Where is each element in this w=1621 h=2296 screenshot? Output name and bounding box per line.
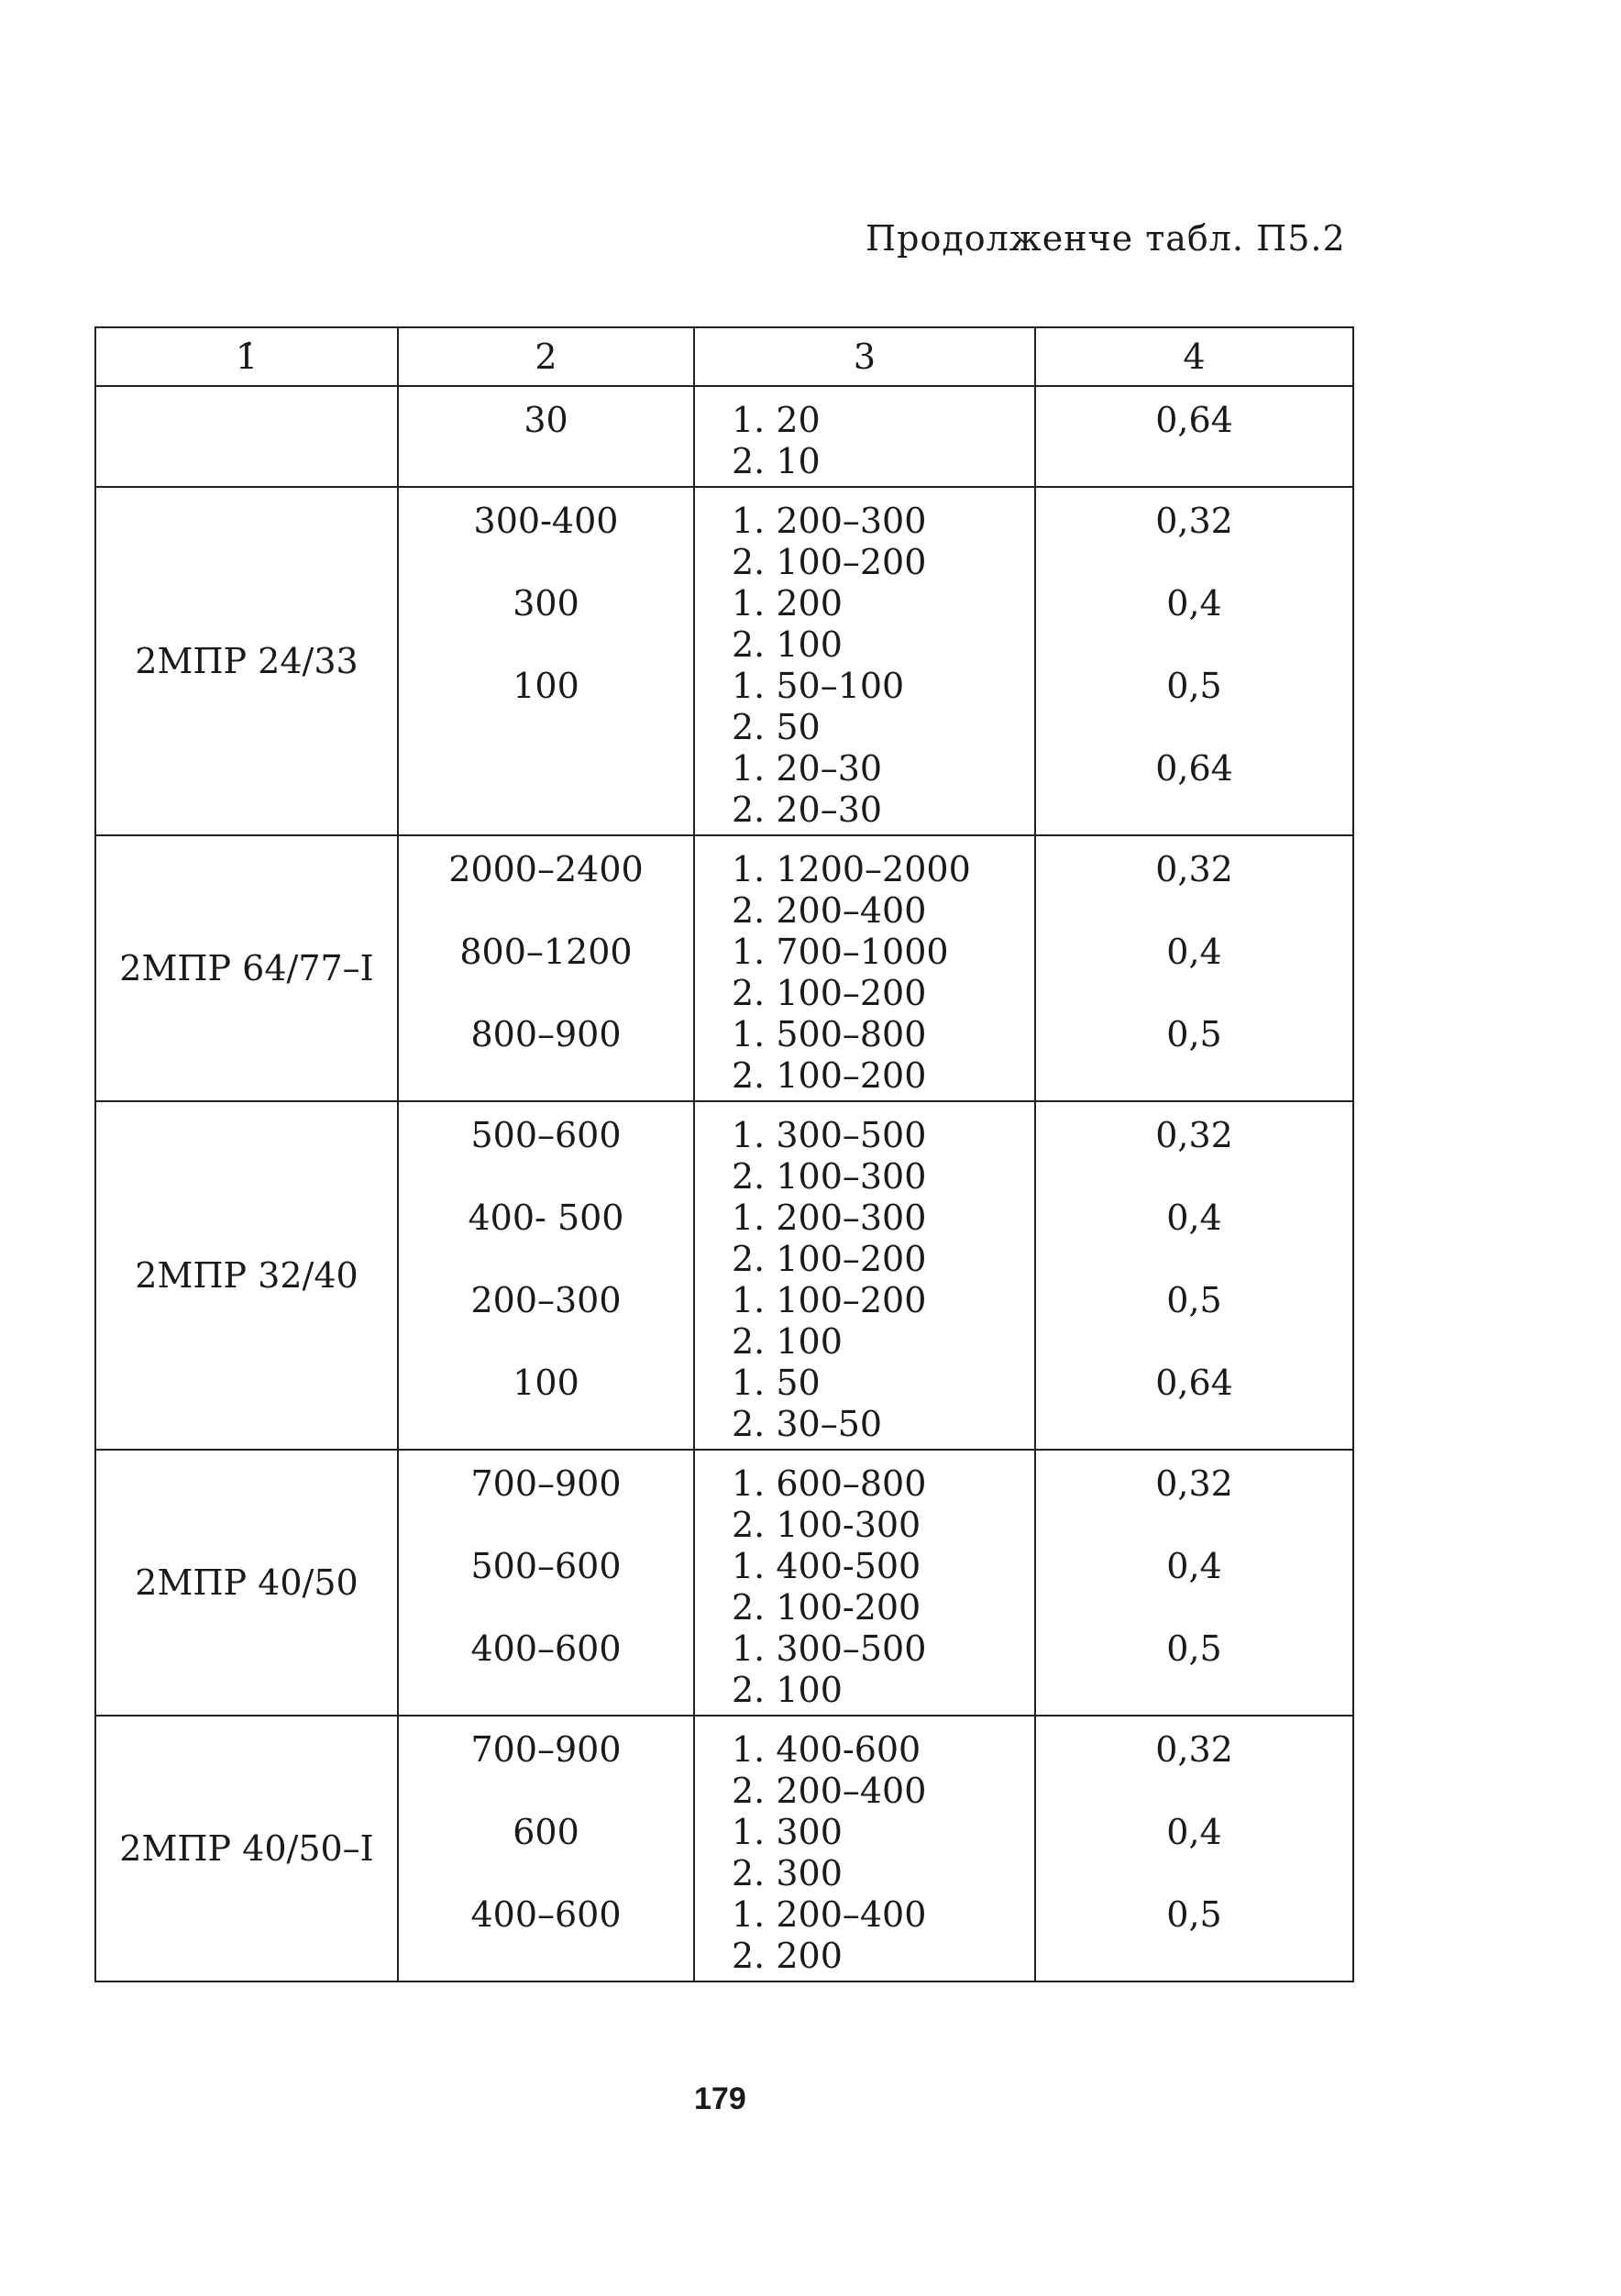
spacer-line <box>1036 973 1352 1014</box>
column-3-value: 1. 1200–2000 <box>732 849 971 889</box>
column-3-value: 1. 600–800 <box>732 1463 927 1504</box>
column-2-value: 100 <box>513 1363 579 1403</box>
column-3-value: 2. 200–400 <box>732 1771 927 1811</box>
column-3-value: 2. 100 <box>732 1321 843 1362</box>
column-3-cell <box>694 487 1035 835</box>
spacer-line <box>1036 1771 1352 1812</box>
column-2-cell <box>398 1716 694 1981</box>
grade-cell: 2МПР 32/40 <box>95 1101 398 1450</box>
column-4-value: 0,5 <box>1166 666 1222 706</box>
column-3-value: 2. 20–30 <box>732 789 883 830</box>
column-2-value: 800–900 <box>470 1014 622 1054</box>
column-4-value: 0,4 <box>1166 1812 1222 1852</box>
spacer-line <box>399 789 693 831</box>
table-body <box>95 386 1353 1981</box>
spacer-line <box>399 1505 693 1546</box>
column-4-value: 0,64 <box>1155 748 1233 789</box>
spacer-line <box>399 1321 693 1363</box>
column-3-value: 2. 50 <box>732 707 821 747</box>
column-3-value: 1. 200–300 <box>732 1198 927 1238</box>
column-4-cell <box>1035 386 1353 487</box>
column-2-value: 300 <box>513 583 579 624</box>
column-3-cell <box>694 835 1035 1101</box>
spacer-line <box>1036 1239 1352 1280</box>
column-header-4: 4 <box>1035 327 1353 386</box>
column-4-cell <box>1035 1450 1353 1716</box>
table-row <box>95 835 1353 1101</box>
spacer-line <box>1036 1505 1352 1546</box>
spacer-line <box>399 1404 693 1445</box>
spacer-line <box>399 1156 693 1198</box>
column-3-value: 1. 300–500 <box>732 1115 927 1155</box>
column-4-cell <box>1035 835 1353 1101</box>
spacer-line <box>399 441 693 482</box>
column-4-value: 0,32 <box>1155 1115 1233 1155</box>
spacer-line <box>1036 1055 1352 1097</box>
spacer-line <box>399 1055 693 1097</box>
table-row <box>95 1716 1353 1981</box>
column-3-value: 2. 100-200 <box>732 1587 921 1628</box>
column-3-cell <box>694 386 1035 487</box>
column-3-value: 1. 300 <box>732 1812 843 1852</box>
column-3-value: 1. 700–1000 <box>732 932 949 972</box>
spacer-line <box>1036 1587 1352 1628</box>
column-3-value: 2. 30–50 <box>732 1404 883 1444</box>
column-2-value: 2000–2400 <box>448 849 644 889</box>
column-3-value: 1. 50–100 <box>732 666 905 706</box>
table-row <box>95 1101 1353 1450</box>
column-2-value: 500–600 <box>470 1546 622 1586</box>
column-3-value: 2. 100–200 <box>732 973 927 1013</box>
spacer-line <box>1036 890 1352 932</box>
column-3-cell <box>694 1450 1035 1716</box>
spacer-line <box>399 1587 693 1628</box>
spacer-line <box>1036 789 1352 831</box>
column-4-value: 0,5 <box>1166 1628 1222 1669</box>
column-header-3: 3 <box>694 327 1035 386</box>
spacer-line <box>399 707 693 748</box>
column-2-value: 700–900 <box>470 1729 622 1770</box>
table-row <box>95 386 1353 487</box>
column-3-value: 1. 200–400 <box>732 1894 927 1935</box>
column-4-value: 0,5 <box>1166 1894 1222 1935</box>
column-4-value: 0,4 <box>1166 1198 1222 1238</box>
column-3-value: 1. 20–30 <box>732 748 883 789</box>
column-4-cell <box>1035 1716 1353 1981</box>
grade-cell: 2МПР 40/50–I <box>95 1716 398 1981</box>
column-2-value: 800–1200 <box>459 932 633 972</box>
header-row <box>95 327 1353 386</box>
table-row <box>95 1450 1353 1716</box>
column-2-value: 200–300 <box>470 1280 622 1320</box>
column-4-value: 0,5 <box>1166 1280 1222 1320</box>
column-2-value: 100 <box>513 666 579 706</box>
column-3-value: 1. 500–800 <box>732 1014 927 1054</box>
column-4-value: 0,4 <box>1166 1546 1222 1586</box>
column-3-value: 2. 100 <box>732 624 843 665</box>
column-3-value: 1. 200–300 <box>732 501 927 541</box>
column-2-cell <box>398 386 694 487</box>
column-2-value: 400–600 <box>470 1894 622 1935</box>
column-3-value: 1. 300–500 <box>732 1628 927 1669</box>
spacer-line <box>399 1670 693 1711</box>
spacer-line <box>399 624 693 666</box>
table-caption: Продолженчe табл. П5.2 <box>866 218 1346 259</box>
column-3-value: 1. 50 <box>732 1363 821 1403</box>
column-3-value: 2. 100 <box>732 1670 843 1710</box>
spacer-line <box>1036 624 1352 666</box>
column-4-value: 0,32 <box>1155 501 1233 541</box>
column-2-value <box>399 748 693 789</box>
spacer-line <box>399 1771 693 1812</box>
column-2-value: 600 <box>513 1812 579 1852</box>
column-2-value: 500–600 <box>470 1115 622 1155</box>
column-2-value: 700–900 <box>470 1463 622 1504</box>
spacer-line <box>399 973 693 1014</box>
column-4-value: 0,32 <box>1155 1729 1233 1770</box>
column-3-value: 2. 100–300 <box>732 1156 927 1197</box>
column-3-value: 2. 300 <box>732 1853 843 1893</box>
column-3-value: 2. 200 <box>732 1936 843 1976</box>
spacer-line <box>399 1853 693 1894</box>
column-3-value: 1. 400-600 <box>732 1729 921 1770</box>
column-4-value: 0,32 <box>1155 849 1233 889</box>
column-3-value: 1. 100–200 <box>732 1280 927 1320</box>
page-number: 179 <box>694 2081 746 2116</box>
spacer-line <box>1036 1321 1352 1363</box>
column-3-value: 2. 100–200 <box>732 1055 927 1096</box>
column-2-value: 400- 500 <box>468 1198 624 1238</box>
column-3-value: 2. 10 <box>732 441 821 481</box>
spacer-line <box>1036 707 1352 748</box>
column-3-value: 2. 100–200 <box>732 542 927 582</box>
column-2-value: 30 <box>524 400 568 440</box>
spacer-line <box>1036 542 1352 583</box>
column-2-cell <box>398 1101 694 1450</box>
column-2-cell <box>398 1450 694 1716</box>
spacer-line <box>399 1239 693 1280</box>
column-3-value: 1. 20 <box>732 400 821 440</box>
grade-cell: 2МПР 64/77–I <box>95 835 398 1101</box>
column-4-cell <box>1035 1101 1353 1450</box>
column-4-value: 0,64 <box>1155 1363 1233 1403</box>
spacer-line <box>1036 441 1352 482</box>
spacer-line <box>1036 1404 1352 1445</box>
column-2-value: 400–600 <box>470 1628 622 1669</box>
data-table <box>94 326 1354 1982</box>
spacer-line <box>399 542 693 583</box>
column-4-value: 0,32 <box>1155 1463 1233 1504</box>
spacer-line <box>399 1936 693 1977</box>
column-3-value: 1. 200 <box>732 583 843 624</box>
grade-cell <box>95 386 398 487</box>
column-3-value: 2. 100-300 <box>732 1505 921 1545</box>
column-2-cell <box>398 487 694 835</box>
column-3-cell <box>694 1101 1035 1450</box>
spacer-line <box>1036 1670 1352 1711</box>
column-2-value: 300-400 <box>473 501 619 541</box>
column-3-value: 1. 400-500 <box>732 1546 921 1586</box>
column-3-value: 2. 100–200 <box>732 1239 927 1279</box>
column-3-cell <box>694 1716 1035 1981</box>
column-2-cell <box>398 835 694 1101</box>
spacer-line <box>399 890 693 932</box>
column-4-value: 0,4 <box>1166 932 1222 972</box>
spacer-line <box>1036 1936 1352 1977</box>
grade-cell: 2МПР 40/50 <box>95 1450 398 1716</box>
column-4-value: 0,64 <box>1155 400 1233 440</box>
column-header-1: 1̇ <box>95 327 398 386</box>
column-3-value: 2. 200–400 <box>732 890 927 931</box>
column-4-cell <box>1035 487 1353 835</box>
column-header-2: 2 <box>398 327 694 386</box>
column-4-value: 0,5 <box>1166 1014 1222 1054</box>
column-4-value: 0,4 <box>1166 583 1222 624</box>
grade-cell: 2МПР 24/33 <box>95 487 398 835</box>
spacer-line <box>1036 1853 1352 1894</box>
table-row <box>95 487 1353 835</box>
spacer-line <box>1036 1156 1352 1198</box>
